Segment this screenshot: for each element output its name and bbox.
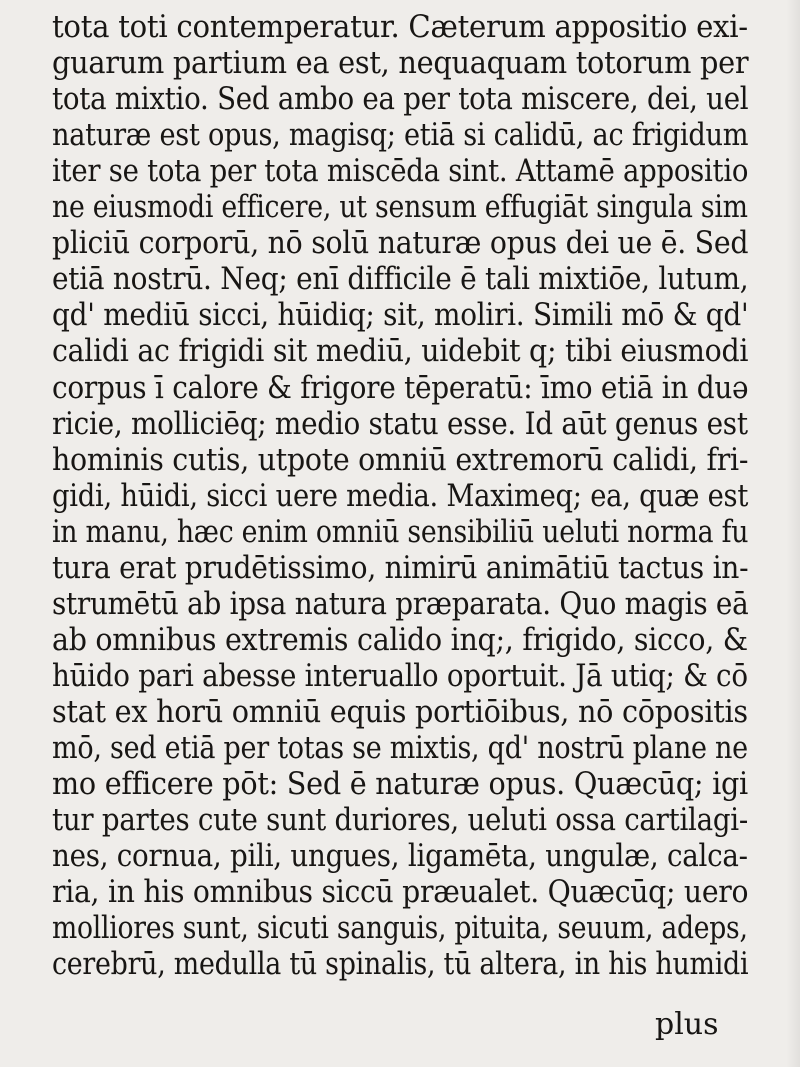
text-line: ria, in his omnibus siccū præualet. Quæcūq; uero: [52, 874, 749, 911]
text-line: strumētū ab ipsa natura præparata. Quo magis eā: [52, 585, 749, 622]
text-line: etiā nostrū. Neq; enī difficile ē tali mixtiōe, lutum,: [52, 261, 749, 298]
page-edge-shadow: [786, 0, 800, 1067]
text-line: calidi ac frigidi sit mediū, uidebit q; tibi eiusmodi: [52, 333, 749, 370]
text-line: qd' mediū sicci, hūidiq; sit, moliri. Simili mō & qd': [52, 297, 749, 334]
text-line: corpus ī calore & frigore tēperatū: īmo etiā in duə: [52, 369, 749, 406]
text-line: mō, sed etiā per totas se mixtis, qd' nostrū plane ne: [52, 730, 748, 766]
catchword: plus: [655, 1007, 719, 1042]
text-line: iter se tota per tota miscēda sint. Attamē appositio: [52, 153, 749, 190]
text-line: nes, cornua, pili, ungues, ligamēta, ungulæ, calca-: [52, 838, 748, 875]
text-line: cerebrū, medulla tū spinalis, tū altera, in his humidi: [52, 946, 749, 983]
text-line: ab omnibus extremis calido inq;, frigido, sicco, &: [52, 621, 748, 658]
text-line: ricie, molliciēq; medio statu esse. Id aūt genus est: [52, 405, 748, 442]
text-line: tota mixtio. Sed ambo ea per tota miscere, dei, uel: [52, 81, 749, 118]
text-line: guarum partium ea est, nequaquam totorum per: [52, 45, 749, 82]
text-line: hūido pari abesse interuallo oportuit. Jā utiq; & cō: [52, 657, 748, 694]
text-line: gidi, hūidi, sicci uere media. Maximeq; ea, quæ est: [52, 477, 749, 514]
text-line: stat ex horū omniū equis portiōibus, nō cōpositis: [52, 693, 748, 730]
text-line: tura erat prudētissimo, nimirū animātiū tactus in-: [52, 549, 749, 586]
text-line: in manu, hæc enim omniū sensibiliū ueluti norma fu: [52, 513, 749, 550]
text-line: ne eiusmodi efficere, ut sensum effugiāt singula sim: [52, 189, 748, 226]
text-line: naturæ est opus, magisq; etiā si calidū, ac frigidum: [52, 117, 749, 154]
text-line: tota toti contemperatur. Cæterum appositio exi-: [52, 9, 748, 45]
text-line: mo efficere pōt: Sed ē naturæ opus. Quæcūq; igi: [52, 766, 748, 803]
text-line: hominis cutis, utpote omniū extremorū calidi, fri-: [52, 441, 749, 478]
text-line: molliores sunt, sicuti sanguis, pituita, seuum, adeps,: [52, 910, 748, 947]
text-line: tur partes cute sunt duriores, ueluti ossa cartilagi-: [52, 802, 748, 839]
text-line: pliciū corporū, nō solū naturæ opus dei ue ē. Sed: [52, 225, 749, 262]
